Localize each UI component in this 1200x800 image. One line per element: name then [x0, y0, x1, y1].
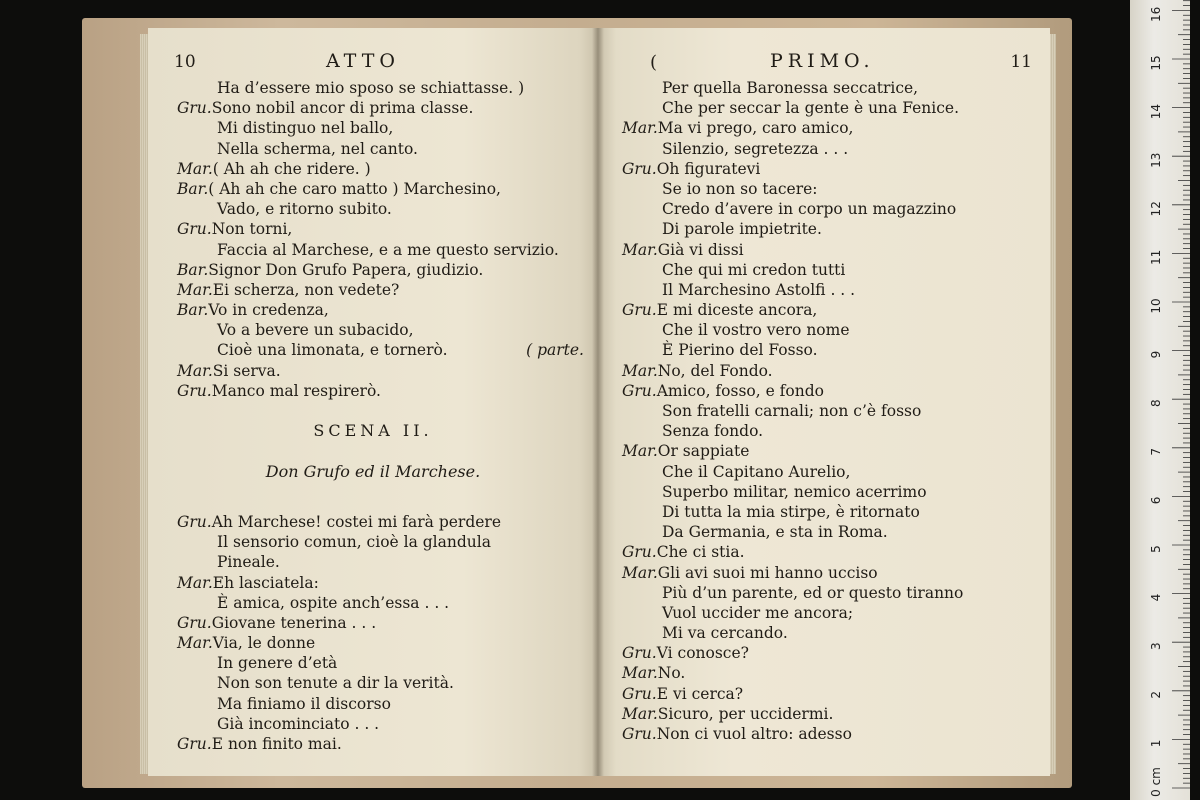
speaker-label: Gru.	[177, 512, 212, 531]
verse-line	[148, 340, 598, 360]
page-number: 10	[174, 52, 196, 72]
verse-line	[598, 159, 1050, 179]
ruler-unit-label: 0 cm	[1149, 767, 1163, 797]
ruler-scale	[1130, 0, 1190, 800]
verse-line	[598, 704, 1050, 724]
speaker-label: Gru.	[622, 684, 657, 703]
line-text: Da Germania, e sta in Roma.	[662, 523, 888, 542]
verse-line	[148, 361, 598, 381]
speaker-label: Bar.	[177, 179, 209, 198]
line-text: E mi diceste ancora,	[656, 301, 818, 320]
verse-line	[598, 179, 1050, 199]
line-text: Che il Capitano Aurelio,	[662, 462, 851, 481]
verse-line	[598, 482, 1050, 502]
verse-line	[598, 563, 1050, 583]
verse-line	[148, 734, 598, 754]
margin-mark: (	[650, 52, 658, 73]
ruler-number: 14	[1149, 103, 1163, 120]
speaker-label: Mar.	[177, 634, 213, 653]
line-text: Che qui mi credon tutti	[662, 260, 846, 279]
speaker-label: Gru.	[177, 99, 212, 118]
verse-line	[598, 542, 1050, 562]
left-page-header	[148, 50, 598, 78]
line-text: Non ci vuol altro: adesso	[656, 725, 852, 743]
ruler-number: 6	[1149, 496, 1163, 505]
line-text: Giovane tenerina . . .	[211, 613, 377, 632]
line-text: ( Ah ah che caro matto ) Marchesino,	[208, 179, 501, 198]
verse-line	[148, 573, 598, 593]
right-page-header	[598, 50, 1050, 78]
verse-line	[598, 361, 1050, 381]
ruler-number: 12	[1149, 201, 1163, 217]
verse-line	[598, 502, 1050, 522]
verse-line	[598, 300, 1050, 320]
line-text: Nella scherma, nel canto.	[217, 139, 418, 158]
speaker-label: Mar.	[177, 280, 213, 299]
verse-line	[148, 593, 598, 613]
verse-line	[148, 280, 598, 300]
verse-line	[148, 694, 598, 714]
verse-line	[148, 532, 598, 552]
speaker-label: Mar.	[622, 664, 658, 683]
verse-line	[598, 219, 1050, 239]
ruler-number: 7	[1149, 447, 1163, 456]
verse-line	[148, 714, 598, 734]
speaker-label: Bar.	[177, 301, 209, 320]
verse-line	[148, 320, 598, 340]
verse-line	[148, 219, 598, 239]
speaker-label: Mar.	[622, 704, 658, 723]
verse-line	[148, 139, 598, 159]
speaker-label: Gru.	[622, 159, 657, 178]
line-text: No, del Fondo.	[657, 361, 773, 380]
speaker-label: Mar.	[622, 119, 658, 138]
line-text: Son fratelli carnali; non c’è fosso	[662, 402, 922, 420]
line-text: Che il vostro vero nome	[662, 321, 850, 340]
verse-line	[598, 643, 1050, 663]
verse-line	[598, 98, 1050, 118]
line-text: Che per seccar la gente è una Fenice.	[662, 99, 960, 118]
line-text: Senza fondo.	[662, 422, 764, 441]
speaker-label: Mar.	[622, 442, 658, 461]
ruler-number: 3	[1149, 642, 1163, 651]
line-text: Gli avi suoi mi hanno ucciso	[657, 563, 878, 582]
line-text: Ei scherza, non vedete?	[212, 280, 400, 299]
line-text: Di parole impietrite.	[662, 220, 822, 239]
line-text: Ma vi prego, caro amico,	[657, 119, 854, 138]
line-text: Non torni,	[211, 220, 293, 239]
speaker-label: Mar.	[622, 240, 658, 259]
line-text: Manco mal respirerò.	[211, 381, 381, 400]
verse-line	[598, 381, 1050, 401]
verse-line	[148, 240, 598, 260]
ruler-number: 4	[1149, 593, 1163, 602]
speaker-label: Bar.	[177, 260, 209, 279]
left-page	[148, 28, 598, 776]
line-text: È amica, ospite anch’essa . . .	[217, 593, 450, 612]
page-number: 11	[1010, 52, 1032, 72]
verse-line	[148, 199, 598, 219]
line-text: Or sappiate	[657, 442, 750, 461]
speaker-label: Mar.	[177, 573, 213, 592]
verse-line	[598, 583, 1050, 603]
running-title: PRIMO.	[770, 50, 875, 72]
book-gutter	[592, 28, 604, 776]
verse-line	[598, 340, 1050, 360]
left-page-stack-edge	[140, 34, 148, 774]
verse-line	[148, 381, 598, 401]
line-text: Cioè una limonata, e tornerò.	[217, 341, 448, 360]
line-text: Faccia al Marchese, e a me questo servizio.	[217, 240, 559, 259]
scene-heading: SCENA II.	[313, 421, 433, 441]
line-text: E vi cerca?	[656, 684, 744, 703]
line-text: Mi va cercando.	[662, 624, 788, 643]
line-text: Mi distinguo nel ballo,	[217, 119, 394, 138]
verse-line	[148, 653, 598, 673]
stage-direction: ( parte.	[526, 341, 584, 360]
ruler-number: 16	[1149, 6, 1163, 23]
verse-line	[148, 552, 598, 572]
speaker-label: Gru.	[622, 381, 657, 400]
verse-line	[148, 179, 598, 199]
speaker-label: Mar.	[622, 361, 658, 380]
line-text: Credo d’avere in corpo un magazzino	[662, 200, 957, 219]
left-page-text	[148, 78, 598, 754]
verse-line	[598, 663, 1050, 683]
verse-line	[148, 78, 598, 98]
ruler-number: 13	[1149, 152, 1163, 168]
speaker-label: Gru.	[177, 381, 212, 400]
speaker-label: Mar.	[622, 563, 658, 582]
line-text: Vo a bevere un subacido,	[217, 321, 414, 340]
line-text: Si serva.	[212, 361, 281, 380]
line-text: Se io non so tacere:	[662, 179, 818, 198]
verse-line	[598, 320, 1050, 340]
ruler-number: 5	[1149, 545, 1163, 553]
line-text: Signor Don Grufo Papera, giudizio.	[208, 260, 484, 279]
line-text: E non finito mai.	[211, 735, 342, 753]
line-text: È Pierino del Fosso.	[662, 341, 818, 360]
line-text: Il sensorio comun, cioè la glandula	[217, 533, 491, 552]
speaker-label: Mar.	[177, 159, 213, 178]
verse-line	[148, 613, 598, 633]
speaker-label: Gru.	[622, 543, 657, 562]
line-text: Vi conosce?	[656, 644, 749, 663]
ruler-number: 11	[1149, 249, 1163, 266]
line-text: Già incominciato . . .	[217, 714, 380, 733]
line-text: In genere d’età	[217, 654, 338, 673]
measurement-ruler	[1130, 0, 1190, 800]
speaker-label: Mar.	[177, 361, 213, 380]
line-text: Ma finiamo il discorso	[217, 694, 391, 713]
speaker-label: Gru.	[177, 613, 212, 632]
ruler-number: 1	[1149, 739, 1163, 748]
line-text: Ah Marchese! costei mi farà perdere	[211, 512, 502, 531]
line-text: Oh figuratevi	[656, 159, 761, 178]
line-text: Silenzio, segretezza . . .	[662, 139, 849, 158]
verse-line	[598, 401, 1050, 421]
speaker-label: Gru.	[622, 301, 657, 320]
ruler-number: 8	[1149, 399, 1163, 408]
verse-line	[598, 603, 1050, 623]
right-page-text	[598, 78, 1050, 744]
verse-line	[598, 623, 1050, 643]
speaker-label: Gru.	[622, 725, 657, 743]
line-text: Di tutta la mia stirpe, è ritornato	[662, 502, 920, 521]
verse-line	[148, 512, 598, 532]
line-text: Vo in credenza,	[208, 301, 329, 320]
line-text: Ha d’essere mio sposo se schiattasse. )	[217, 79, 525, 97]
verse-line	[148, 118, 598, 138]
verse-line	[598, 421, 1050, 441]
line-text: Eh lasciatela:	[212, 573, 319, 592]
speaker-label: Gru.	[177, 220, 212, 239]
verse-line	[148, 98, 598, 118]
verse-line	[598, 118, 1050, 138]
verse-line	[148, 633, 598, 653]
scene-characters: Don Grufo ed il Marchese.	[265, 461, 481, 481]
verse-line	[598, 522, 1050, 542]
verse-line	[598, 684, 1050, 704]
verse-line	[598, 462, 1050, 482]
line-text: Non son tenute a dir la verità.	[217, 674, 454, 693]
line-text: Per quella Baronessa seccatrice,	[662, 79, 919, 97]
running-title: ATTO	[326, 50, 400, 72]
line-text: ( Ah ah che ridere. )	[212, 159, 371, 178]
verse-line	[598, 280, 1050, 300]
line-text: No.	[657, 664, 686, 683]
verse-line	[598, 240, 1050, 260]
verse-line	[598, 260, 1050, 280]
line-text: Amico, fosso, e fondo	[656, 381, 824, 400]
ruler-number: 10	[1149, 298, 1163, 314]
line-text: Il Marchesino Astolfi . . .	[662, 280, 856, 299]
line-text: Più d’un parente, ed or questo tiranno	[662, 583, 964, 602]
line-text: Via, le donne	[212, 634, 316, 653]
ruler-number: 15	[1149, 55, 1163, 71]
line-text: Vuol uccider me ancora;	[662, 603, 854, 622]
verse-line	[148, 159, 598, 179]
line-text: Pineale.	[217, 553, 280, 572]
line-text: Già vi dissi	[657, 240, 744, 259]
line-text: Sono nobil ancor di prima classe.	[211, 99, 474, 118]
verse-line	[148, 300, 598, 320]
speaker-label: Gru.	[177, 735, 212, 753]
line-text: Vado, e ritorno subito.	[217, 200, 392, 219]
verse-line	[598, 78, 1050, 98]
verse-line	[598, 139, 1050, 159]
verse-line	[148, 260, 598, 280]
line-text: Sicuro, per uccidermi.	[657, 704, 834, 723]
verse-line	[148, 673, 598, 693]
ruler-number: 9	[1149, 350, 1163, 359]
right-page	[598, 28, 1050, 776]
line-text: Che ci stia.	[656, 543, 745, 562]
speaker-label: Gru.	[622, 644, 657, 663]
line-text: Superbo militar, nemico acerrimo	[662, 482, 927, 501]
verse-line	[598, 199, 1050, 219]
verse-line	[598, 441, 1050, 461]
ruler-number: 2	[1149, 690, 1163, 699]
verse-line	[598, 724, 1050, 744]
